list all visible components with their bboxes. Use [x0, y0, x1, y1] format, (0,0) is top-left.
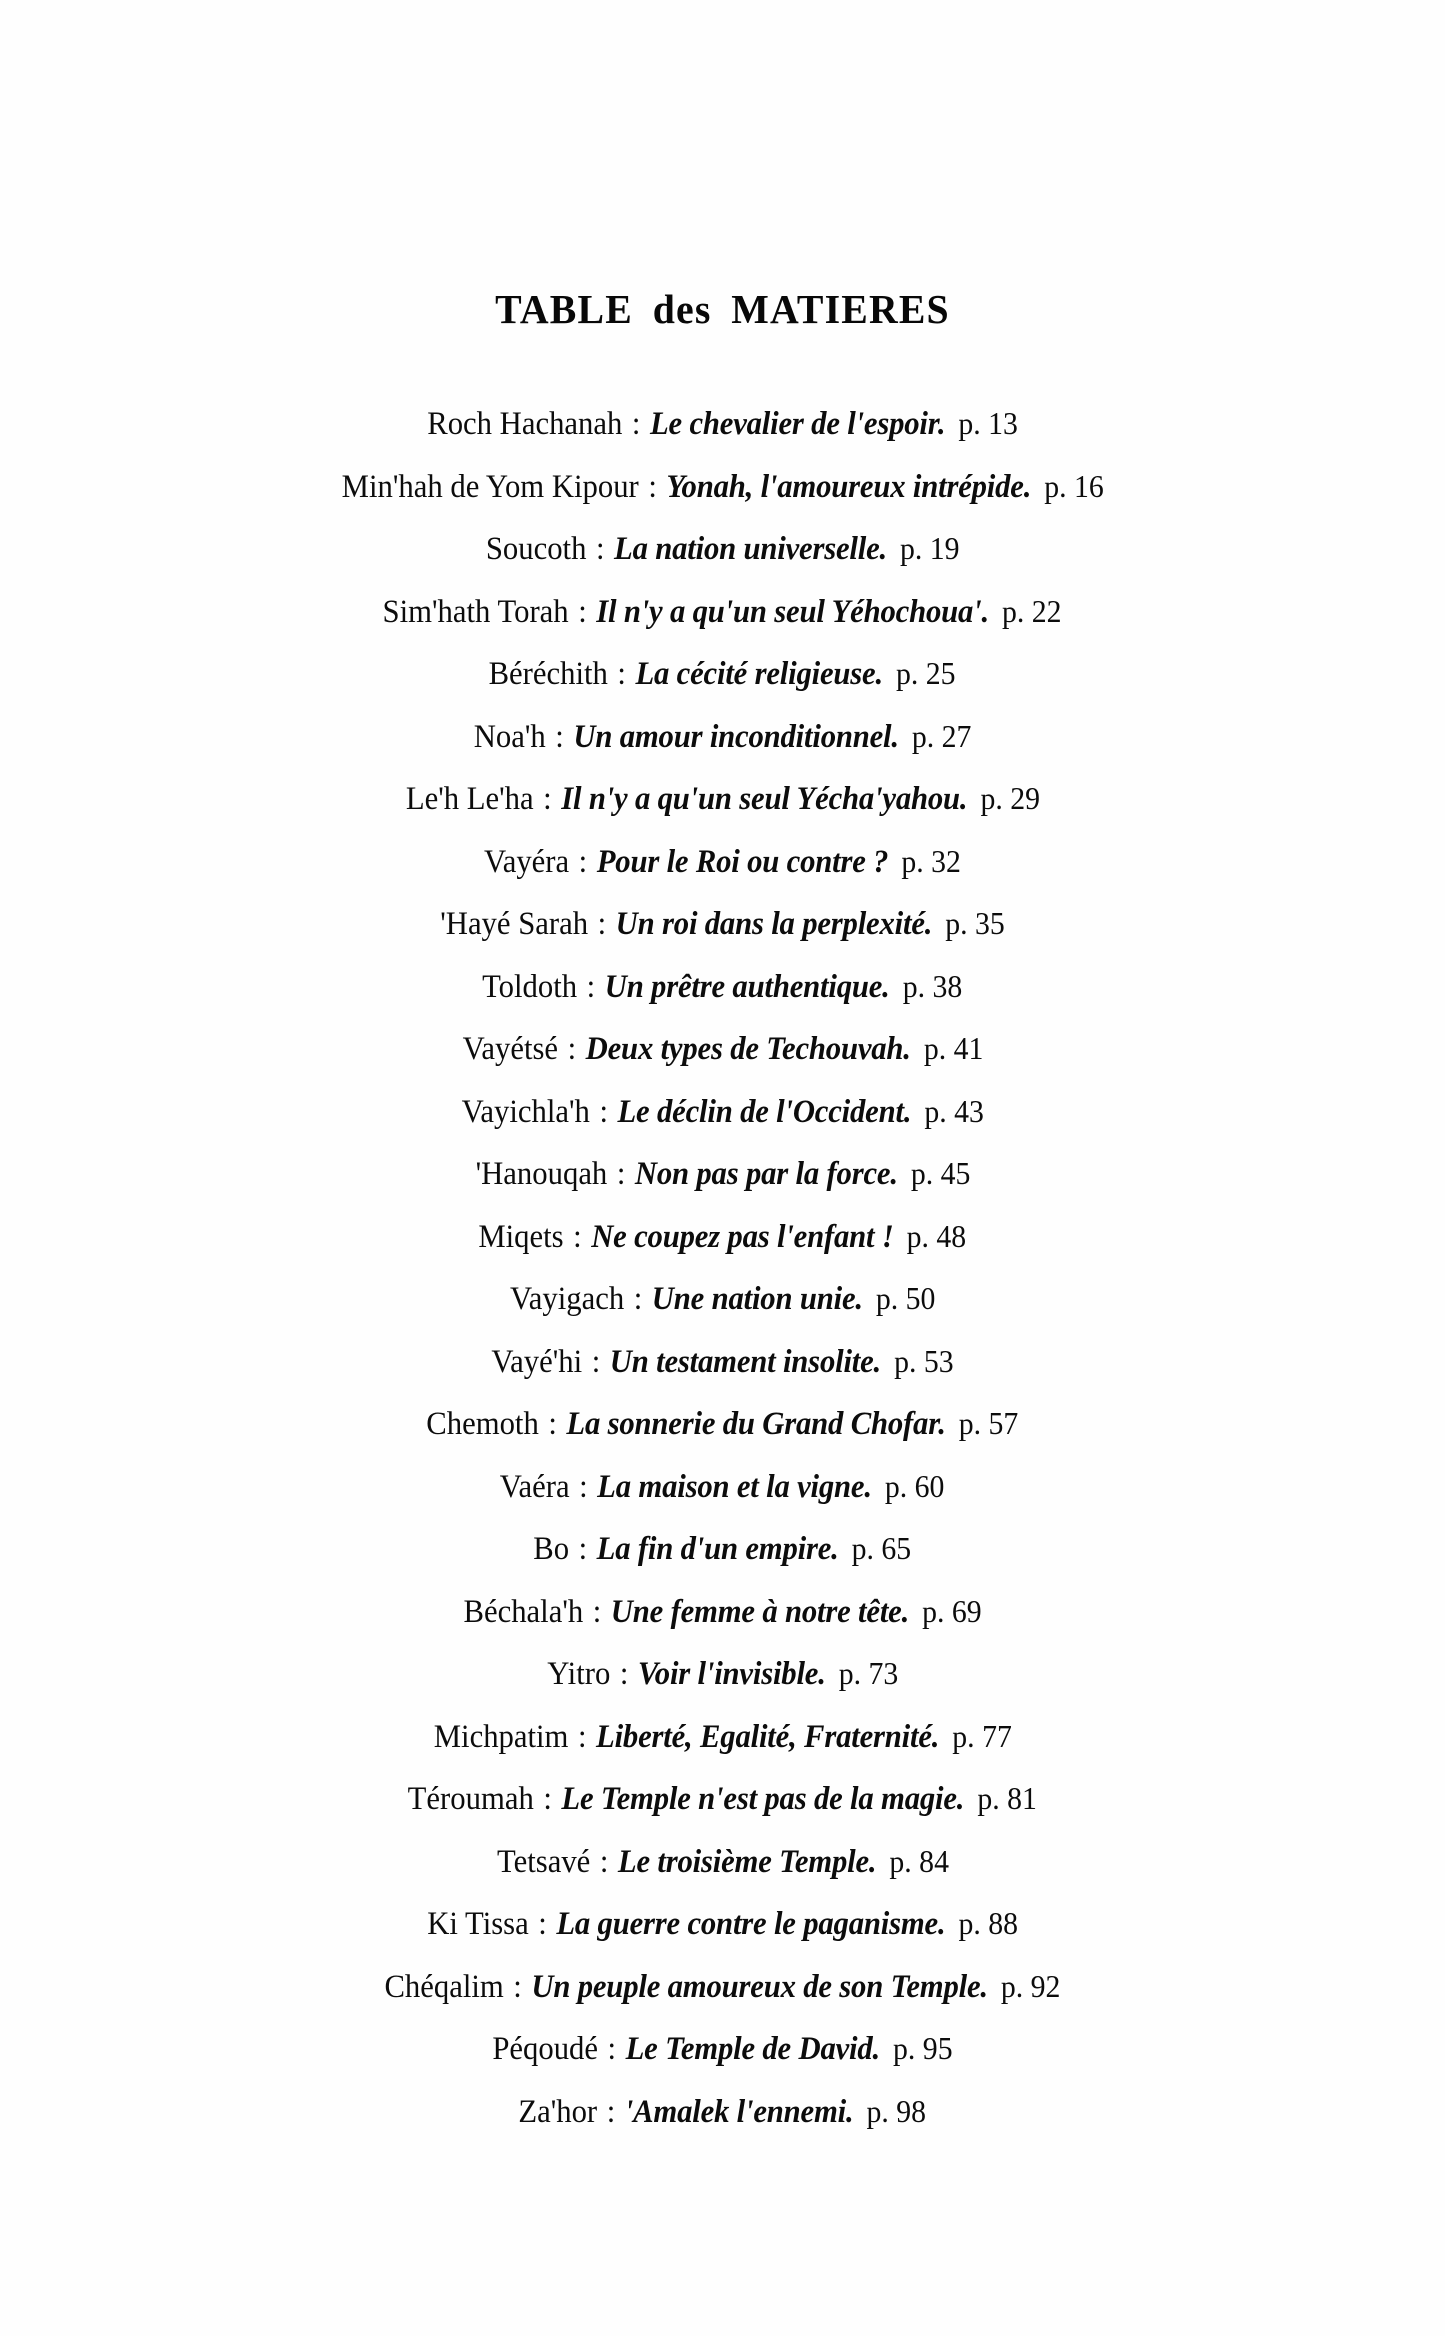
toc-entry-separator: :	[559, 1031, 584, 1067]
toc-entry-page-number: p. 88	[958, 1905, 1018, 1941]
toc-entry-name: Le'h Le'ha	[405, 781, 534, 817]
toc-entry-name: Vaéra	[500, 1468, 571, 1505]
toc-entry[interactable]	[0, 1705, 1445, 1768]
toc-entry-page-number: p. 32	[901, 842, 961, 879]
toc-entry-name: Chemoth	[426, 1406, 540, 1442]
toc-entry-inner	[474, 705, 972, 769]
page-title: TABLE des MATIERES	[495, 286, 950, 333]
toc-entry[interactable]	[0, 455, 1445, 518]
toc-entry-separator: :	[505, 1968, 530, 2005]
toc-entry-name: Béchala'h	[463, 1593, 584, 1630]
toc-entry-separator: :	[599, 2031, 624, 2067]
toc-entry-inner	[433, 1705, 1011, 1769]
toc-entry-title: Yonah, l'amoureux intrépide.	[666, 468, 1031, 505]
toc-entry-separator: :	[540, 1406, 565, 1442]
toc-entry-title: Un prêtre authentique.	[605, 968, 891, 1005]
toc-entry-title: Il n'y a qu'un seul Yécha'yahou.	[560, 781, 968, 817]
toc-entry-title: Une nation unie.	[651, 1281, 863, 1317]
toc-entry-separator: :	[571, 1468, 596, 1505]
toc-entry-name: Toldoth	[482, 968, 578, 1005]
toc-entry-name: 'Hanouqah	[475, 1156, 607, 1192]
toc-entry-inner	[497, 1830, 949, 1894]
toc-entry[interactable]	[0, 1517, 1445, 1580]
toc-entry-page-number: p. 19	[899, 530, 960, 566]
toc-entry-page-number: p. 57	[958, 1405, 1019, 1441]
toc-entry[interactable]	[0, 2017, 1445, 2080]
toc-entry-name: Ki Tissa	[427, 1906, 529, 1942]
toc-entry[interactable]	[0, 830, 1445, 893]
toc-entry-title: La cécité religieuse.	[635, 656, 884, 692]
toc-entry-title: Une femme à notre tête.	[610, 1593, 910, 1630]
toc-entry-inner	[489, 642, 956, 706]
toc-entry-inner	[484, 830, 961, 894]
toc-entry-inner	[486, 517, 960, 581]
toc-entry-separator: :	[591, 1093, 616, 1130]
toc-entry-page-number: p. 48	[906, 1217, 967, 1254]
toc-entry-separator: :	[588, 531, 612, 567]
toc-entry-title: Deux types de Techouvah.	[585, 1031, 911, 1067]
toc-entry-page-number: p. 65	[851, 1530, 912, 1566]
toc-entry-inner	[479, 1205, 967, 1269]
toc-entry-name: 'Hayé Sarah	[440, 906, 589, 942]
toc-entry-inner	[341, 455, 1103, 519]
toc-entry[interactable]	[0, 1955, 1445, 2018]
toc-entry-name: Miqets	[478, 1218, 564, 1255]
toc-entry-inner	[482, 955, 962, 1019]
toc-entry[interactable]	[0, 392, 1445, 455]
toc-entry-inner	[500, 1455, 945, 1519]
toc-entry-title: La sonnerie du Grand Chofar.	[566, 1406, 946, 1442]
toc-entry-separator: :	[589, 906, 614, 942]
toc-entry-title: Le chevalier de l'espoir.	[649, 406, 946, 442]
toc-entry-title: Voir l'invisible.	[637, 1656, 826, 1692]
toc-entry-inner	[461, 1080, 983, 1144]
toc-entry-page-number: p. 29	[980, 780, 1040, 816]
toc-entry[interactable]	[0, 1080, 1445, 1143]
toc-entry-page-number: p. 27	[911, 717, 972, 754]
toc-entry-inner	[492, 2017, 952, 2081]
toc-entry-title: Le déclin de l'Occident.	[617, 1093, 912, 1130]
toc-entry-title: 'Amalek l'ennemi.	[625, 2093, 854, 2130]
toc-entry[interactable]	[0, 1767, 1445, 1830]
toc-entry-inner	[440, 892, 1005, 956]
toc-entry-page-number: p. 53	[894, 1342, 954, 1379]
toc-entry[interactable]	[0, 1830, 1445, 1893]
toc-entry-title: Il n'y a qu'un seul Yéhochoua'.	[596, 593, 990, 630]
toc-entry-page-number: p. 77	[952, 1717, 1012, 1754]
toc-entry[interactable]	[0, 1205, 1445, 1268]
toc-entry-name: Chéqalim	[384, 1968, 504, 2005]
toc-entry[interactable]	[0, 1580, 1445, 1643]
toc-entry-title: Le troisième Temple.	[617, 1843, 876, 1880]
toc-entry-title: Le Temple n'est pas de la magie.	[561, 1781, 965, 1817]
toc-entry-inner	[534, 1517, 912, 1581]
toc-entry-name: Vayé'hi	[491, 1343, 583, 1380]
toc-entry-inner	[405, 767, 1039, 831]
toc-entry-inner	[383, 580, 1062, 644]
toc-entry-title: Liberté, Egalité, Fraternité.	[595, 1718, 939, 1755]
toc-entry-name: Sim'hath Torah	[383, 593, 570, 630]
toc-entry[interactable]	[0, 1267, 1445, 1330]
table-of-contents-list	[0, 392, 1445, 2142]
toc-entry-separator: :	[625, 1281, 650, 1317]
toc-entry-name: Téroumah	[407, 1781, 535, 1817]
toc-entry-separator: :	[530, 1906, 555, 1942]
toc-entry-page-number: p. 16	[1044, 467, 1104, 504]
toc-entry-page-number: p. 13	[958, 405, 1018, 441]
toc-entry-title: La guerre contre le paganisme.	[556, 1906, 946, 1942]
toc-entry-title: La fin d'un empire.	[596, 1531, 839, 1567]
toc-entry-page-number: p. 50	[875, 1280, 936, 1316]
toc-entry-name: Péqoudé	[492, 2031, 599, 2067]
toc-entry-name: Soucoth	[485, 531, 587, 567]
toc-entry-name: Tetsavé	[496, 1843, 590, 1880]
toc-entry-separator: :	[571, 843, 595, 880]
toc-entry[interactable]	[0, 955, 1445, 1018]
toc-entry-page-number: p. 98	[866, 2092, 927, 2129]
toc-entry-inner	[426, 1392, 1018, 1456]
toc-entry-inner	[463, 1580, 981, 1644]
toc-entry-inner	[427, 1892, 1018, 1956]
toc-entry-separator: :	[570, 593, 595, 630]
toc-entry-inner	[510, 1267, 935, 1331]
toc-entry-inner	[519, 2080, 927, 2144]
toc-entry-name: Noa'h	[473, 718, 546, 755]
toc-entry-page-number: p. 43	[924, 1092, 984, 1129]
toc-entry-title: La nation universelle.	[613, 531, 887, 567]
toc-entry-separator: :	[565, 1218, 590, 1255]
toc-entry-title: Ne coupez pas l'enfant !	[591, 1218, 894, 1255]
toc-entry-inner	[462, 1017, 983, 1081]
toc-entry-name: Vayigach	[509, 1281, 624, 1317]
toc-entry[interactable]	[0, 1642, 1445, 1705]
toc-entry-title: Un roi dans la perplexité.	[615, 906, 933, 942]
toc-entry-separator: :	[591, 1843, 616, 1880]
toc-entry-name: Za'hor	[518, 2093, 598, 2130]
toc-entry-page-number: p. 60	[885, 1467, 945, 1504]
toc-entry-title: Un testament insolite.	[609, 1343, 882, 1380]
toc-entry-page-number: p. 95	[893, 2030, 953, 2066]
toc-entry-title: Un peuple amoureux de son Temple.	[531, 1968, 988, 2005]
toc-entry-separator: :	[611, 1656, 636, 1692]
toc-entry[interactable]	[0, 892, 1445, 955]
toc-entry-separator: :	[624, 406, 649, 442]
toc-entry-title: La maison et la vigne.	[597, 1468, 873, 1505]
toc-entry-name: Michpatim	[433, 1718, 569, 1755]
toc-entry-name: Vayéra	[484, 843, 570, 880]
toc-entry-separator: :	[535, 781, 559, 817]
toc-entry-name: Min'hah de Yom Kipour	[341, 468, 639, 505]
toc-entry[interactable]	[0, 580, 1445, 643]
toc-entry-page-number: p. 22	[1002, 592, 1062, 629]
toc-entry-name: Yitro	[546, 1656, 611, 1692]
toc-entry-page-number: p. 73	[838, 1655, 899, 1691]
toc-entry-separator: :	[579, 968, 604, 1005]
toc-entry[interactable]	[0, 1455, 1445, 1518]
toc-entry-name: Bo	[533, 1531, 570, 1567]
toc-entry-page-number: p. 92	[1000, 1967, 1061, 2004]
toc-entry[interactable]	[0, 1330, 1445, 1393]
toc-entry-name: Vayétsé	[462, 1031, 558, 1067]
toc-entry-page-number: p. 45	[910, 1155, 970, 1191]
toc-entry-separator: :	[569, 1718, 594, 1755]
toc-entry-inner	[408, 1767, 1037, 1831]
toc-entry-separator: :	[584, 1343, 608, 1380]
toc-entry[interactable]	[0, 767, 1445, 830]
toc-entry-separator: :	[608, 1156, 633, 1192]
toc-entry-inner	[475, 1142, 970, 1206]
toc-entry[interactable]	[0, 1392, 1445, 1455]
toc-entry-page-number: p. 38	[903, 967, 963, 1004]
toc-entry[interactable]	[0, 705, 1445, 768]
toc-entry[interactable]	[0, 1017, 1445, 1080]
toc-entry-page-number: p. 25	[896, 655, 956, 691]
toc-entry-title: Un amour inconditionnel.	[573, 718, 899, 755]
toc-entry-inner	[491, 1330, 953, 1394]
toc-entry-page-number: p. 81	[977, 1780, 1038, 1816]
toc-entry-title: Pour le Roi ou contre ?	[596, 843, 889, 880]
toc-entry-title: Non pas par la force.	[634, 1156, 898, 1192]
toc-entry[interactable]	[0, 1142, 1445, 1205]
toc-entry-separator: :	[599, 2093, 624, 2130]
toc-entry-inner	[547, 1642, 898, 1706]
toc-entry[interactable]	[0, 517, 1445, 580]
toc-entry-page-number: p. 84	[888, 1842, 949, 1879]
toc-entry-separator: :	[535, 1781, 560, 1817]
toc-entry-page-number: p. 69	[922, 1592, 982, 1629]
toc-entry[interactable]	[0, 1892, 1445, 1955]
toc-entry-inner	[427, 392, 1018, 456]
toc-entry-separator: :	[640, 468, 665, 505]
toc-entry-separator: :	[610, 656, 635, 692]
toc-entry[interactable]	[0, 642, 1445, 705]
toc-entry-page-number: p. 41	[923, 1030, 983, 1066]
toc-entry-separator: :	[584, 1593, 609, 1630]
toc-entry-page-number: p. 35	[945, 905, 1005, 941]
toc-entry-name: Béréchith	[489, 656, 609, 692]
toc-entry-inner	[385, 1955, 1061, 2019]
toc-entry[interactable]	[0, 2080, 1445, 2143]
toc-entry-name: Vayichla'h	[461, 1093, 590, 1130]
toc-entry-separator: :	[571, 1531, 596, 1567]
toc-entry-separator: :	[547, 718, 572, 755]
toc-entry-title: Le Temple de David.	[625, 2031, 881, 2067]
toc-entry-name: Roch Hachanah	[427, 406, 623, 442]
